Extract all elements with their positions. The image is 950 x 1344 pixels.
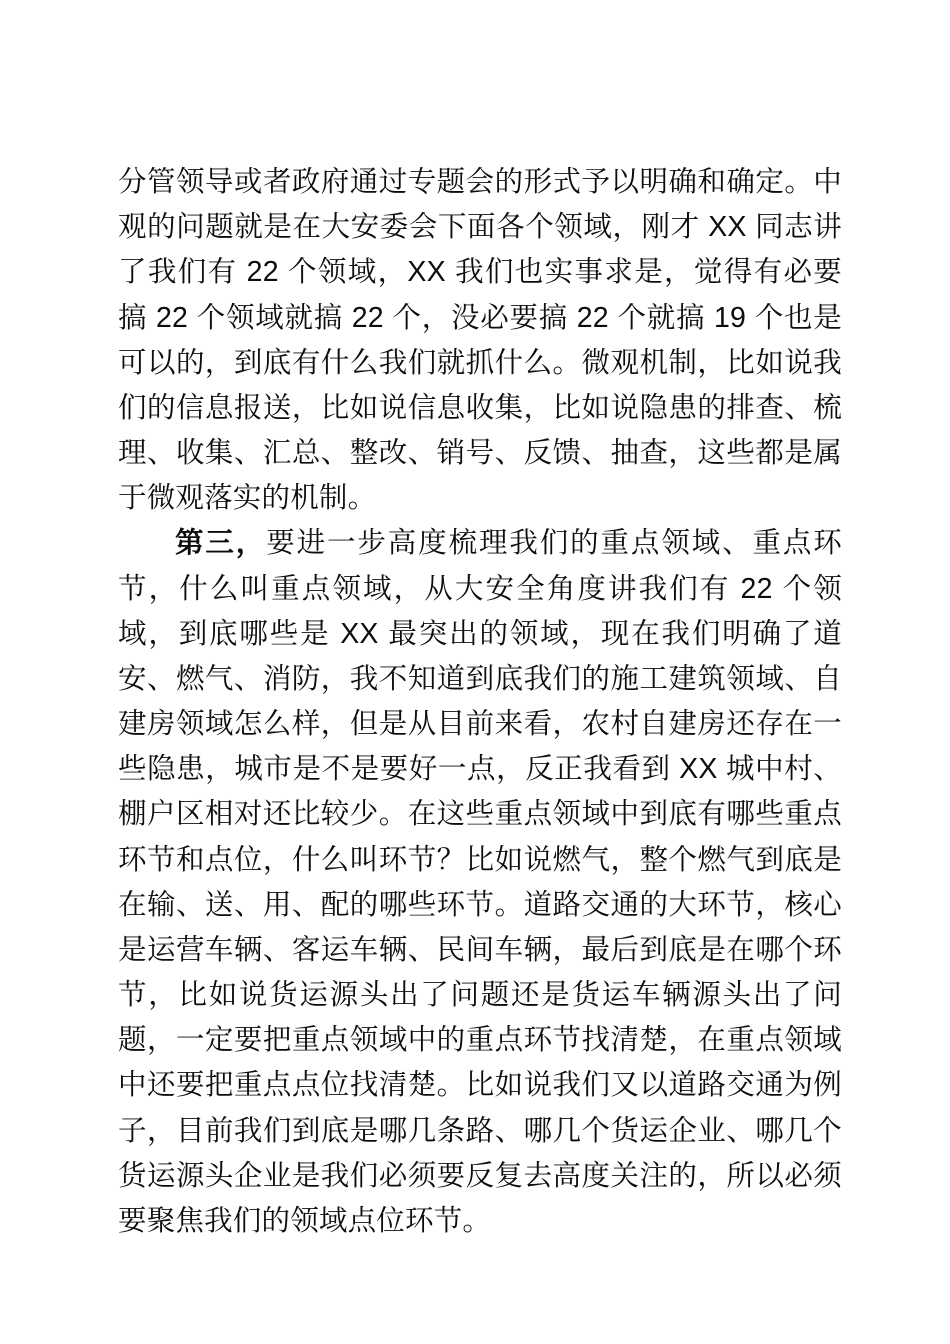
document-body [118, 160, 842, 1244]
paragraph-1 [118, 160, 842, 521]
paragraph-2 [118, 521, 842, 1244]
paragraph-2-lead: 第三， [175, 527, 267, 560]
paragraph-2-text: 要进一步高度梳理我们的重点领域、重点环节，什么叫重点领域，从大安全角度讲我们有 22 个领域，到底哪些是 XX 最突出的领域，现在我们明确了道安、燃气、消防，我不知道到底我们的施工建筑领域、自建房领域怎么样，但是从目前来看，农村自建房还存在一些隐患，城市是不是要好一点，反正我看到 XX 城中村、棚户区相对还比较少。在这些重点领域中到底有哪些重点环节和点位，什么叫环节？比如说燃气，整个燃气到底是在输、送、用、配的哪些环节。道路交通的大环节，核心是运营车辆、客运车辆、民间车辆，最后到底是在哪个环节，比如说货运源头出了问题还是货运车辆源头出了问题，一定要把重点领域中的重点环节找清楚，在重点领域中还要把重点点位找清楚。比如说我们又以道路交通为例子，目前我们到底是哪几条路、哪几个货运企业、哪几个货运源头企业是我们必须要反复去高度关注的，所以必须要聚焦我们的领域点位环节。 [118, 527, 842, 1237]
paragraph-1-text: 分管领导或者政府通过专题会的形式予以明确和确定。中观的问题就是在大安委会下面各个领域，刚才 XX 同志讲了我们有 22 个领域，XX 我们也实事求是，觉得有必要搞 22 个领域就搞 22 个，没必要搞 22 个就搞 19 个也是可以的，到底有什么我们就抓什么。微观机制，比如说我们的信息报送，比如说信息收集，比如说隐患的排查、梳理、收集、汇总、整改、销号、反馈、抽查，这些都是属于微观落实的机制。 [118, 166, 842, 515]
